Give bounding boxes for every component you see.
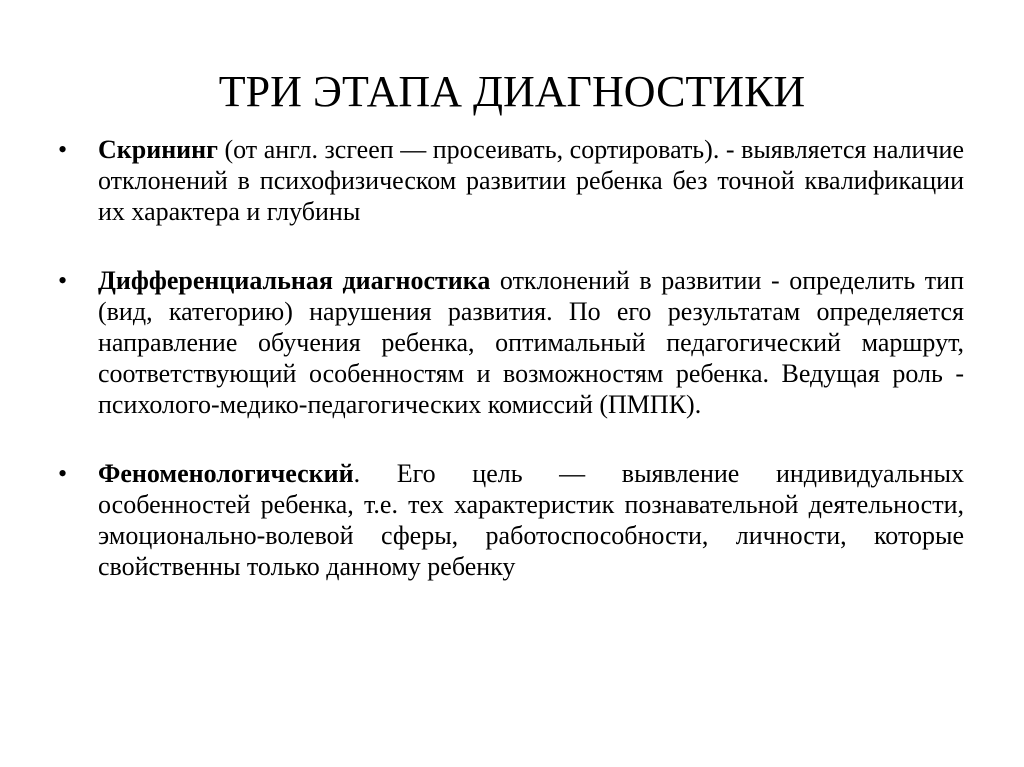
bullet-text: (от англ. зсгееп — просеивать, сортировать). - выявляется наличие отклонений в психофизическом развитии ребенка без точной квалификации их характера и глубины bbox=[98, 135, 964, 226]
slide-title: ТРИ ЭТАПА ДИАГНОСТИКИ bbox=[218, 67, 806, 116]
bullet-item-differential bbox=[58, 265, 964, 420]
bullet-term: Дифференциальная диагностика bbox=[98, 266, 491, 295]
bullet-term: Скрининг bbox=[98, 135, 218, 164]
bullet-point-icon: • bbox=[58, 135, 68, 164]
bullet-point-icon: • bbox=[58, 266, 68, 295]
bullet-item-screening bbox=[58, 134, 964, 227]
bullet-text: отклонений в развитии - определить тип (вид, категорию) нарушения развития. По его результатам определяется направление обучения ребенка, оптимальный педагогический маршрут, соответствующий особенностям и возможностям ребенка. Ведущая роль - психолого-медико-педагогических комиссий (ПМПК). bbox=[98, 266, 964, 419]
bullet-text: . Его цель — выявление индивидуальных особенностей ребенка, т.е. тех характеристик познавательной деятельности, эмоционально-волевой сферы, работоспособности, личности, которые свойственны только данному ребенку bbox=[98, 459, 964, 581]
bullet-list bbox=[58, 134, 964, 582]
bullet-point-icon: • bbox=[58, 459, 68, 488]
bullet-term: Феноменологический bbox=[98, 459, 354, 488]
bullet-item-phenomenological bbox=[58, 458, 964, 582]
